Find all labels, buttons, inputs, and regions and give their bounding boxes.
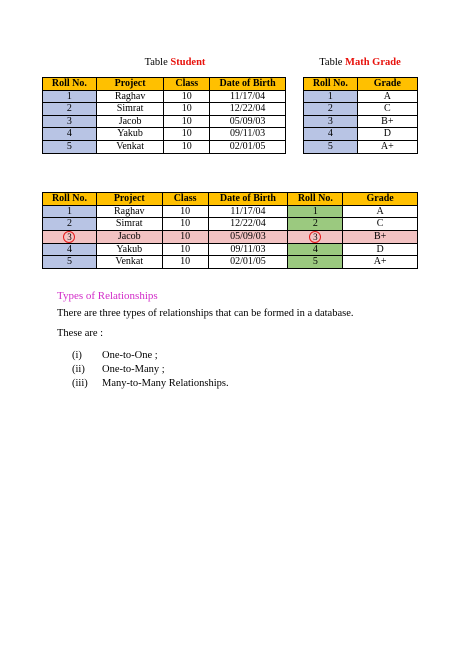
table-cell: Jacob bbox=[96, 230, 162, 243]
table-cell: A+ bbox=[343, 256, 418, 269]
table-cell: 10 bbox=[162, 218, 208, 231]
table-cell: 05/09/03 bbox=[208, 230, 288, 243]
table-cell: 5 bbox=[288, 256, 343, 269]
table-cell: 12/22/04 bbox=[208, 218, 288, 231]
table-cell: 10 bbox=[162, 256, 208, 269]
circled-roll-number: 3 bbox=[63, 231, 75, 243]
grade-table-row bbox=[304, 115, 418, 128]
table-cell: Venkat bbox=[96, 256, 162, 269]
table-cell: 5 bbox=[43, 140, 97, 153]
column-header: Roll No. bbox=[304, 78, 358, 91]
table-cell: 12/22/04 bbox=[210, 103, 286, 116]
table-cell: C bbox=[343, 218, 418, 231]
table-cell: 05/09/03 bbox=[210, 115, 286, 128]
table-cell: Raghav bbox=[96, 90, 164, 103]
joined-table bbox=[42, 192, 418, 269]
joined-table-row bbox=[43, 256, 418, 269]
grade-caption-name: Math Grade bbox=[345, 57, 401, 68]
list-item-text: Many-to-Many Relationships. bbox=[102, 378, 229, 389]
table-cell: 2 bbox=[304, 103, 358, 116]
list-item bbox=[72, 364, 165, 375]
list-item bbox=[72, 378, 229, 389]
joined-table-header bbox=[43, 193, 418, 206]
highlighted-table-row bbox=[43, 230, 418, 243]
table-cell: Venkat bbox=[96, 140, 164, 153]
these-are-label: These are : bbox=[57, 328, 104, 339]
table-cell: 3 bbox=[304, 115, 358, 128]
table-cell: 4 bbox=[288, 243, 343, 256]
table-cell: 4 bbox=[43, 128, 97, 141]
table-cell: Raghav bbox=[96, 205, 162, 218]
section-heading: Types of Relationships bbox=[57, 290, 158, 302]
student-table-row bbox=[43, 115, 286, 128]
table-cell: 5 bbox=[43, 256, 97, 269]
table-cell: 10 bbox=[164, 103, 210, 116]
table-cell: D bbox=[343, 243, 418, 256]
list-item-text: One-to-Many ; bbox=[102, 364, 165, 375]
table-cell: 02/01/05 bbox=[208, 256, 288, 269]
table-cell: 10 bbox=[162, 205, 208, 218]
table-cell: Yakub bbox=[96, 243, 162, 256]
column-header: Class bbox=[164, 78, 210, 91]
column-header: Project bbox=[96, 78, 164, 91]
table-cell: Yakub bbox=[96, 128, 164, 141]
table-cell: A bbox=[343, 205, 418, 218]
list-item-number: (iii) bbox=[72, 378, 88, 389]
table-cell: A+ bbox=[357, 140, 417, 153]
grade-table-caption bbox=[300, 57, 420, 68]
table-cell: D bbox=[357, 128, 417, 141]
student-table-row bbox=[43, 90, 286, 103]
table-cell: 3 bbox=[43, 115, 97, 128]
table-cell: 09/11/03 bbox=[208, 243, 288, 256]
joined-table-row bbox=[43, 243, 418, 256]
student-table-header bbox=[43, 78, 286, 91]
table-cell: C bbox=[357, 103, 417, 116]
column-header: Roll No. bbox=[288, 193, 343, 206]
column-header: Class bbox=[162, 193, 208, 206]
grade-table-row bbox=[304, 140, 418, 153]
student-table bbox=[42, 77, 286, 154]
table-cell: 10 bbox=[164, 115, 210, 128]
table-cell: Simrat bbox=[96, 218, 162, 231]
list-item-number: (i) bbox=[72, 350, 82, 361]
table-cell: 2 bbox=[43, 103, 97, 116]
column-header: Date of Birth bbox=[208, 193, 288, 206]
table-cell bbox=[43, 230, 97, 243]
table-cell: 1 bbox=[43, 90, 97, 103]
table-cell: 5 bbox=[304, 140, 358, 153]
list-item bbox=[72, 350, 158, 361]
column-header: Grade bbox=[343, 193, 418, 206]
math-grade-table bbox=[303, 77, 418, 154]
student-table-caption bbox=[110, 57, 240, 68]
student-caption-name: Student bbox=[170, 57, 206, 68]
table-cell: 10 bbox=[164, 128, 210, 141]
table-cell: 4 bbox=[304, 128, 358, 141]
student-caption-prefix: Table bbox=[144, 57, 171, 68]
grade-caption-prefix: Table bbox=[319, 57, 346, 68]
grade-table-row bbox=[304, 103, 418, 116]
table-cell: 10 bbox=[164, 140, 210, 153]
list-item-text: One-to-One ; bbox=[102, 350, 158, 361]
table-cell bbox=[288, 230, 343, 243]
table-cell: 02/01/05 bbox=[210, 140, 286, 153]
circled-roll-number: 3 bbox=[309, 231, 321, 243]
student-table-row bbox=[43, 103, 286, 116]
grade-table-row bbox=[304, 128, 418, 141]
table-cell: 10 bbox=[162, 230, 208, 243]
table-cell: B+ bbox=[357, 115, 417, 128]
column-header: Grade bbox=[357, 78, 417, 91]
joined-table-row bbox=[43, 205, 418, 218]
table-cell: 11/17/04 bbox=[210, 90, 286, 103]
grade-table-header bbox=[304, 78, 418, 91]
grade-table-row bbox=[304, 90, 418, 103]
list-item-number: (ii) bbox=[72, 364, 85, 375]
column-header: Roll No. bbox=[43, 78, 97, 91]
table-cell: 10 bbox=[164, 90, 210, 103]
table-cell: Jacob bbox=[96, 115, 164, 128]
table-cell: 1 bbox=[43, 205, 97, 218]
student-table-row bbox=[43, 140, 286, 153]
student-table-row bbox=[43, 128, 286, 141]
table-cell: 2 bbox=[43, 218, 97, 231]
joined-table-row bbox=[43, 218, 418, 231]
column-header: Date of Birth bbox=[210, 78, 286, 91]
section-intro: There are three types of relationships that can be formed in a database. bbox=[57, 308, 354, 319]
table-cell: 09/11/03 bbox=[210, 128, 286, 141]
table-cell: 11/17/04 bbox=[208, 205, 288, 218]
column-header: Roll No. bbox=[43, 193, 97, 206]
table-cell: 10 bbox=[162, 243, 208, 256]
table-cell: B+ bbox=[343, 230, 418, 243]
table-cell: 1 bbox=[304, 90, 358, 103]
table-cell: A bbox=[357, 90, 417, 103]
table-cell: Simrat bbox=[96, 103, 164, 116]
table-cell: 4 bbox=[43, 243, 97, 256]
column-header: Project bbox=[96, 193, 162, 206]
table-cell: 1 bbox=[288, 205, 343, 218]
table-cell: 2 bbox=[288, 218, 343, 231]
